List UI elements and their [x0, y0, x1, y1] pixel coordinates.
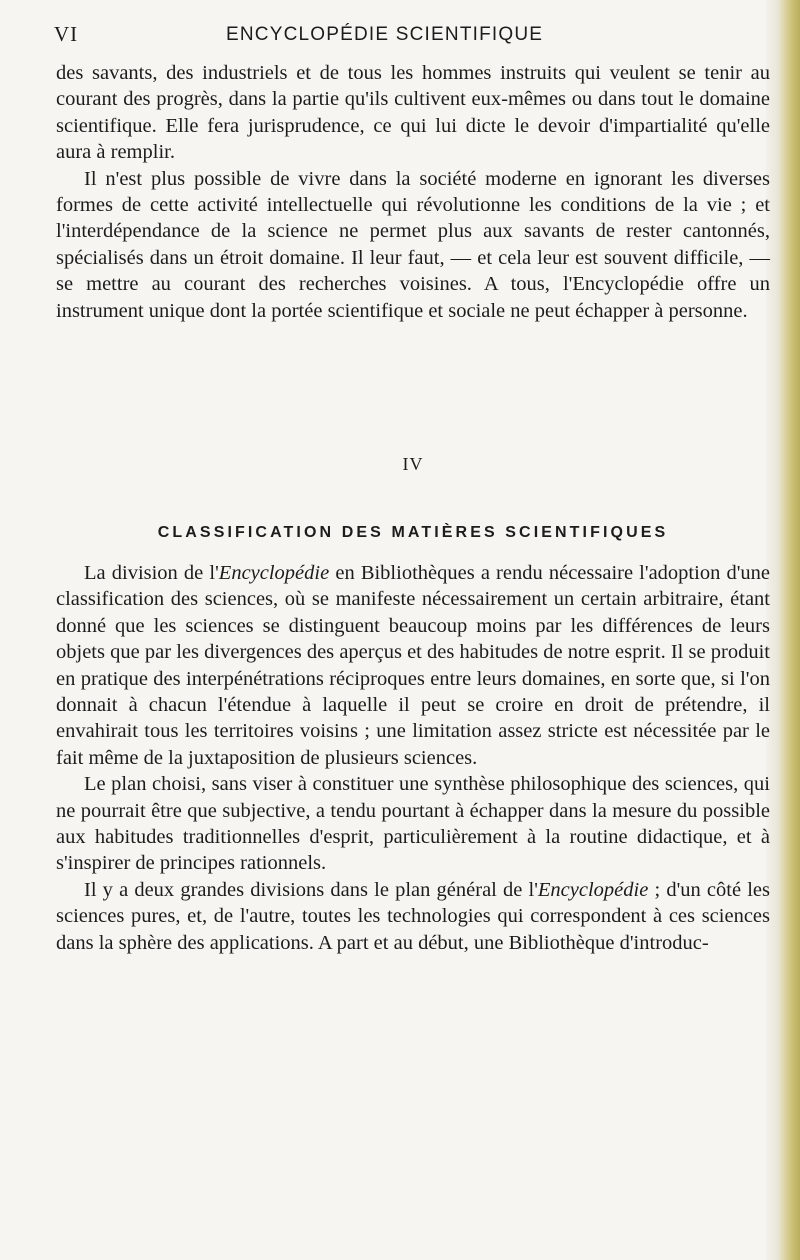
section-number: IV: [402, 454, 424, 474]
paragraph: Le plan choisi, sans viser à constituer une synthèse philosophique des sciences, qui ne pourrait être que subjective, a tendu pourtant à échapper dans la mesure du possible aux habitudes traditionnelles d'esprit, particulièrement à la routine didactique, et à s'inspirer de principes rationnels.: [56, 773, 770, 875]
running-title: ENCYCLOPÉDIE SCIENTIFIQUE: [226, 24, 544, 45]
paragraph: Il y a deux grandes divisions dans le plan général de l'Encyclopédie ; d'un côté les sciences pures, et, de l'autre, toutes les technologies qui correspondent à ces sciences dans la sphère des applications. A part et au début, une Bibliothèque d'introduc-: [56, 878, 770, 954]
paragraph: Il n'est plus possible de vivre dans la société moderne en ignorant les diverses formes de cette activité intellectuelle qui révolutionne les conditions de la vie ; et l'interdépendance de la science ne permet plus aux savants de rester cantonnés, spécialisés dans un étroit domaine. Il leur faut, — et cela leur est souvent difficile, — se mettre au courant des recherches voisines. A tous, l'Encyclopédie offre un instrument unique dont la portée scientifique et sociale ne peut échapper à personne.: [56, 167, 770, 322]
section-title: CLASSIFICATION DES MATIÈRES SCIENTIFIQUES: [157, 524, 669, 541]
page-number: VI: [54, 22, 79, 46]
paragraph: La division de l'Encyclopédie en Bibliothèques a rendu nécessaire l'adoption d'une classification des sciences, où se manifeste nécessairement un certain arbitraire, étant donné que les sciences se distinguent beaucoup moins par les différences de leurs objets que par les divergences des aperçus et des habitudes de notre esprit. Il se produit en pratique des interpénétrations réciproques entre leurs domaines, en sorte que, si l'on donnait à chacun l'étendue à laquelle il peut se croire en droit de prétendre, il envahirait tous les territoires voisins ; une limitation assez stricte est nécessitée par le fait même de la juxtaposition de plusieurs sciences.: [56, 562, 770, 769]
book-page: [56, 0, 770, 1260]
page-edge-discoloration: [766, 0, 800, 1260]
paragraph-continued: des savants, des industriels et de tous les hommes instruits qui veulent se tenir au courant des progrès, dans la partie qu'ils cultivent eux-mêmes ou dans tout le domaine scientifique. Elle fera jurisprudence, ce qui lui dicte le devoir d'impartialité qu'elle aura à remplir.: [56, 62, 770, 164]
body-text-top: [56, 60, 770, 324]
page-header: [56, 22, 770, 52]
body-text-bottom: [56, 560, 770, 956]
